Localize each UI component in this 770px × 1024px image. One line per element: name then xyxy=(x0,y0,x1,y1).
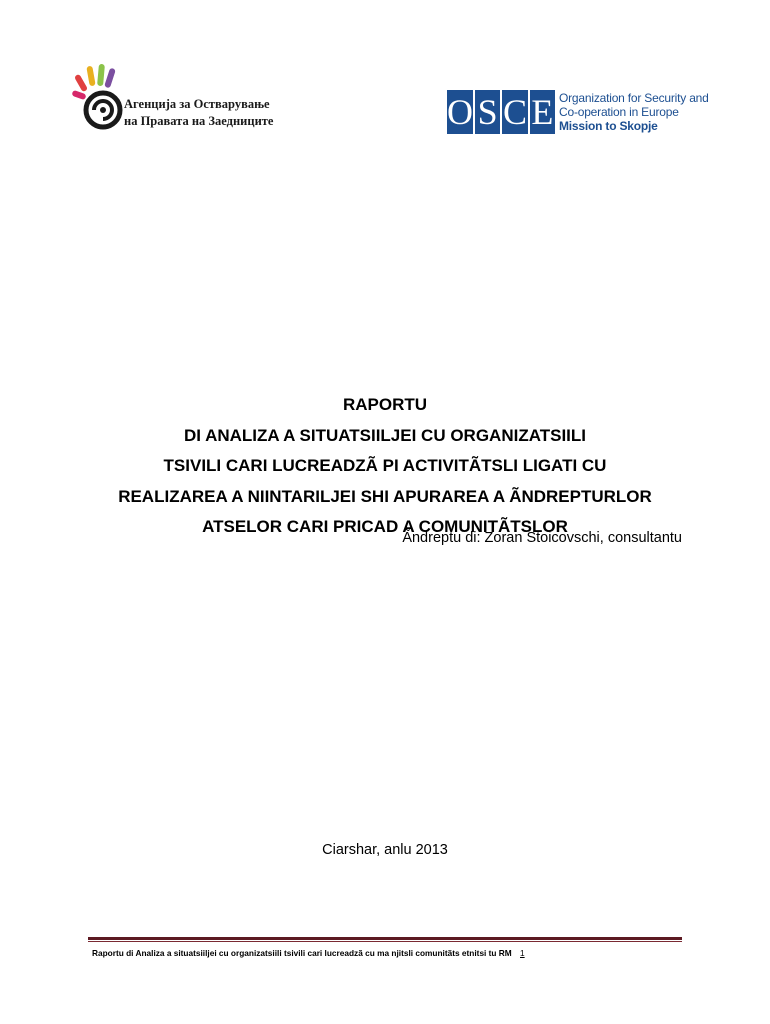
osce-letter-o: O xyxy=(447,92,473,132)
page-number: 1 xyxy=(520,948,525,958)
title-line-3: TSIVILI CARI LUCREADZÃ PI ACTIVITÃTSLI LIGATI CU xyxy=(163,456,607,475)
title-line-4: REALIZAREA A NIINTARILJEI SHI APURAREA A ÃNDREPTURLOR xyxy=(118,486,652,506)
page-footer xyxy=(92,948,525,958)
footer-text: Raportu di Analiza a situatsiiljei cu organizatsiili tsivili cari lucreadzã cu ma njitsli comunitãts etnitsi tu RM xyxy=(92,948,512,958)
osce-letter-e: E xyxy=(531,92,554,132)
title-line-1: RAPORTU xyxy=(342,395,428,414)
footer-divider xyxy=(88,937,682,940)
place-date: Ciarshar, anlu 2013 xyxy=(322,842,448,858)
agency-name xyxy=(124,96,273,130)
document-title xyxy=(60,390,710,543)
osce-logo xyxy=(447,88,709,138)
osce-mission-line: Mission to Skopje xyxy=(559,119,658,133)
osce-name-line1: Organization for Security and xyxy=(559,91,709,105)
author-line: Ãndreptu di: Zoran Stoicovschi, consultantu xyxy=(402,530,682,546)
title-line-2: DI ANALIZA A SITUATSIILJEI CU ORGANIZATSIILI xyxy=(183,425,586,445)
osce-emblem xyxy=(447,90,555,134)
title-line-5: ATSELOR CARI PRICAD A COMUNITÃTSLOR xyxy=(202,517,568,536)
agency-name-line2: на Правата на Заедниците xyxy=(124,114,274,128)
osce-name xyxy=(559,91,709,133)
hand-spiral-icon xyxy=(68,62,128,142)
osce-letter-s: S xyxy=(475,90,502,134)
osce-letter-c: C xyxy=(502,90,529,134)
agency-name-line1: Агенција за Остварување xyxy=(124,97,270,111)
agency-logo xyxy=(68,62,288,142)
osce-name-line2: Co-operation in Europe xyxy=(559,105,679,119)
footer-divider-thin xyxy=(88,941,682,942)
